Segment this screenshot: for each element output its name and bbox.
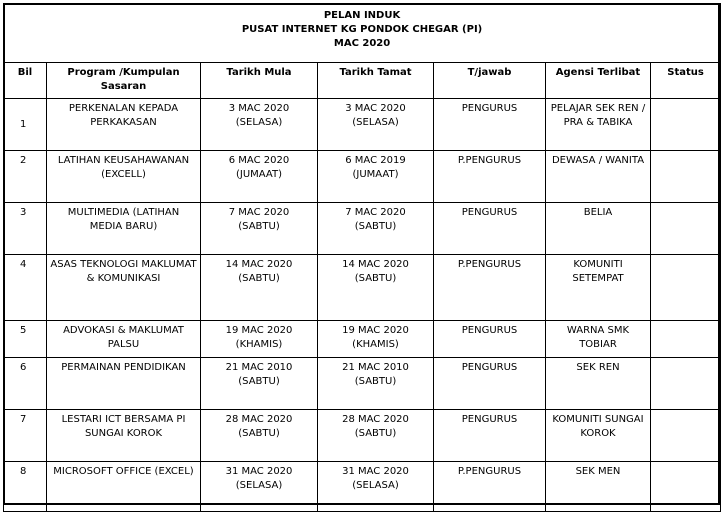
tamat-date: 19 MAC 2020 — [342, 325, 409, 336]
cell-agensi — [546, 203, 651, 255]
title-line-1: PELAN INDUK — [323, 10, 401, 21]
table-body — [4, 99, 721, 512]
cell-status — [651, 255, 721, 321]
header-bil: Bil — [4, 63, 47, 99]
bil-value: 8 — [20, 466, 27, 477]
cell-tjawab — [434, 99, 546, 151]
bil-value: 1 — [20, 118, 27, 130]
cell-bil — [4, 151, 47, 203]
cell-tarikh-tamat — [318, 151, 434, 203]
table-row — [4, 410, 721, 462]
program-text: PERMAINAN PENDIDIKAN — [61, 362, 186, 373]
mula-day: (SABTU) — [238, 221, 280, 232]
cell-tarikh-tamat — [318, 410, 434, 462]
cell-program — [47, 358, 201, 410]
cell-agensi — [546, 358, 651, 410]
tamat-date: 6 MAC 2019 — [345, 155, 406, 166]
cell-program — [47, 99, 201, 151]
agensi-text: WARNA SMK TOBIAR — [566, 325, 630, 350]
header-tjawab: T/jawab — [434, 63, 546, 99]
tjawab-text: PENGURUS — [461, 103, 518, 114]
tamat-date: 3 MAC 2020 — [345, 103, 406, 114]
cell-tarikh-mula — [201, 99, 318, 151]
cell-program — [47, 410, 201, 462]
header-program: Program /Kumpulan Sasaran — [47, 63, 201, 99]
table-row — [4, 151, 721, 203]
table-row — [4, 99, 721, 151]
program-text: MULTIMEDIA (LATIHAN MEDIA BARU) — [67, 207, 180, 232]
title-line-3: MAC 2020 — [333, 38, 391, 49]
tjawab-text: P.PENGURUS — [457, 155, 522, 166]
agensi-text: KOMUNITI SUNGAI KOROK — [552, 414, 644, 439]
tamat-day: (SABTU) — [354, 428, 397, 439]
tamat-date: 14 MAC 2020 — [342, 259, 409, 270]
bil-value: 4 — [20, 259, 27, 270]
table-row — [4, 321, 721, 358]
tamat-date: 7 MAC 2020 — [345, 207, 406, 218]
tamat-date: 21 MAC 2010 — [342, 362, 409, 373]
cell-bil — [4, 99, 47, 151]
bil-value: 3 — [20, 207, 27, 218]
agensi-text: PELAJAR SEK REN / PRA & TABIKA — [550, 103, 646, 128]
cell-tarikh-tamat — [318, 321, 434, 358]
cell-tjawab — [434, 151, 546, 203]
cell-bil — [4, 462, 47, 512]
tamat-day: (KHAMIS) — [352, 339, 399, 350]
cell-tarikh-mula — [201, 203, 318, 255]
tamat-date: 31 MAC 2020 — [342, 466, 409, 477]
agensi-text: BELIA — [583, 207, 613, 218]
mula-date: 31 MAC 2020 — [225, 466, 293, 477]
table-row — [4, 462, 721, 512]
cell-program — [47, 255, 201, 321]
cell-tarikh-mula — [201, 358, 318, 410]
cell-bil — [4, 358, 47, 410]
tjawab-text: PENGURUS — [461, 325, 518, 336]
cell-agensi — [546, 151, 651, 203]
cell-agensi — [546, 410, 651, 462]
agensi-text: DEWASA / WANITA — [551, 155, 645, 166]
cell-tjawab — [434, 410, 546, 462]
mula-day: (JUMAAT) — [236, 169, 282, 180]
mula-date: 14 MAC 2020 — [225, 259, 293, 270]
tjawab-text: PENGURUS — [461, 362, 518, 373]
agensi-text: SEK MEN — [575, 466, 621, 477]
cell-status — [651, 462, 721, 512]
tamat-day: (SELASA) — [352, 117, 399, 128]
cell-agensi — [546, 99, 651, 151]
bil-value: 2 — [20, 155, 27, 166]
cell-tjawab — [434, 358, 546, 410]
program-text: LESTARI ICT BERSAMA PI SUNGAI KOROK — [61, 414, 186, 439]
cell-tarikh-tamat — [318, 203, 434, 255]
cell-program — [47, 321, 201, 358]
tamat-day: (SELASA) — [352, 480, 399, 491]
cell-agensi — [546, 255, 651, 321]
title-line-2: PUSAT INTERNET KG PONDOK CHEGAR (PI) — [241, 24, 483, 35]
mula-day: (SELASA) — [235, 117, 283, 128]
cell-tarikh-tamat — [318, 99, 434, 151]
table-row — [4, 203, 721, 255]
cell-bil — [4, 203, 47, 255]
cell-bil — [4, 410, 47, 462]
mula-date: 19 MAC 2020 — [225, 325, 293, 336]
tjawab-text: P.PENGURUS — [457, 259, 522, 270]
program-text: PERKENALAN KEPADA PERKAKASAN — [68, 103, 179, 128]
mula-date: 7 MAC 2020 — [228, 207, 290, 218]
cell-tjawab — [434, 462, 546, 512]
mula-day: (SELASA) — [235, 480, 283, 491]
tamat-date: 28 MAC 2020 — [342, 414, 409, 425]
bil-value: 5 — [20, 325, 27, 336]
table-row — [4, 255, 721, 321]
header-status: Status — [651, 63, 721, 99]
cell-tarikh-mula — [201, 321, 318, 358]
cell-status — [651, 203, 721, 255]
cell-status — [651, 358, 721, 410]
cell-program — [47, 151, 201, 203]
cell-tjawab — [434, 255, 546, 321]
cell-tarikh-tamat — [318, 255, 434, 321]
cell-tarikh-mula — [201, 151, 318, 203]
bil-value: 7 — [20, 414, 27, 425]
cell-status — [651, 321, 721, 358]
cell-bil — [4, 255, 47, 321]
cell-tarikh-mula — [201, 255, 318, 321]
table-title — [4, 4, 721, 63]
mula-day: (KHAMIS) — [235, 339, 283, 350]
mula-day: (SABTU) — [238, 376, 280, 387]
tamat-day: (JUMAAT) — [352, 169, 399, 180]
program-text: ADVOKASI & MAKLUMAT PALSU — [63, 325, 184, 350]
tjawab-text: P.PENGURUS — [457, 466, 522, 477]
mula-day: (SABTU) — [238, 273, 280, 284]
cell-agensi — [546, 321, 651, 358]
program-text: MICROSOFT OFFICE (EXCEL) — [53, 466, 194, 477]
mula-date: 21 MAC 2010 — [225, 362, 293, 373]
tjawab-text: PENGURUS — [461, 414, 518, 425]
program-text: ASAS TEKNOLOGI MAKLUMAT & KOMUNIKASI — [50, 259, 197, 284]
mula-day: (SABTU) — [238, 428, 280, 439]
mula-date: 3 MAC 2020 — [228, 103, 290, 114]
cell-program — [47, 462, 201, 512]
agensi-text: SEK REN — [576, 362, 620, 373]
mula-date: 28 MAC 2020 — [225, 414, 293, 425]
mula-date: 6 MAC 2020 — [228, 155, 290, 166]
tamat-day: (SABTU) — [354, 273, 397, 284]
cell-tarikh-tamat — [318, 358, 434, 410]
header-agensi: Agensi Terlibat — [546, 63, 651, 99]
cell-agensi — [546, 462, 651, 512]
bil-value: 6 — [20, 362, 27, 373]
cell-tarikh-mula — [201, 410, 318, 462]
plan-table — [3, 3, 721, 512]
cell-status — [651, 151, 721, 203]
cell-bil — [4, 321, 47, 358]
tjawab-text: PENGURUS — [461, 207, 518, 218]
cell-program — [47, 203, 201, 255]
tamat-day: (SABTU) — [354, 221, 397, 232]
header-tarikh-tamat: Tarikh Tamat — [318, 63, 434, 99]
table-row — [4, 358, 721, 410]
cell-tarikh-tamat — [318, 462, 434, 512]
cell-tjawab — [434, 321, 546, 358]
agensi-text: KOMUNITI SETEMPAT — [572, 259, 624, 284]
cell-status — [651, 410, 721, 462]
program-text: LATIHAN KEUSAHAWANAN (EXCELL) — [57, 155, 190, 180]
cell-tarikh-mula — [201, 462, 318, 512]
cell-tjawab — [434, 203, 546, 255]
header-tarikh-mula: Tarikh Mula — [201, 63, 318, 99]
tamat-day: (SABTU) — [354, 376, 397, 387]
cell-status — [651, 99, 721, 151]
